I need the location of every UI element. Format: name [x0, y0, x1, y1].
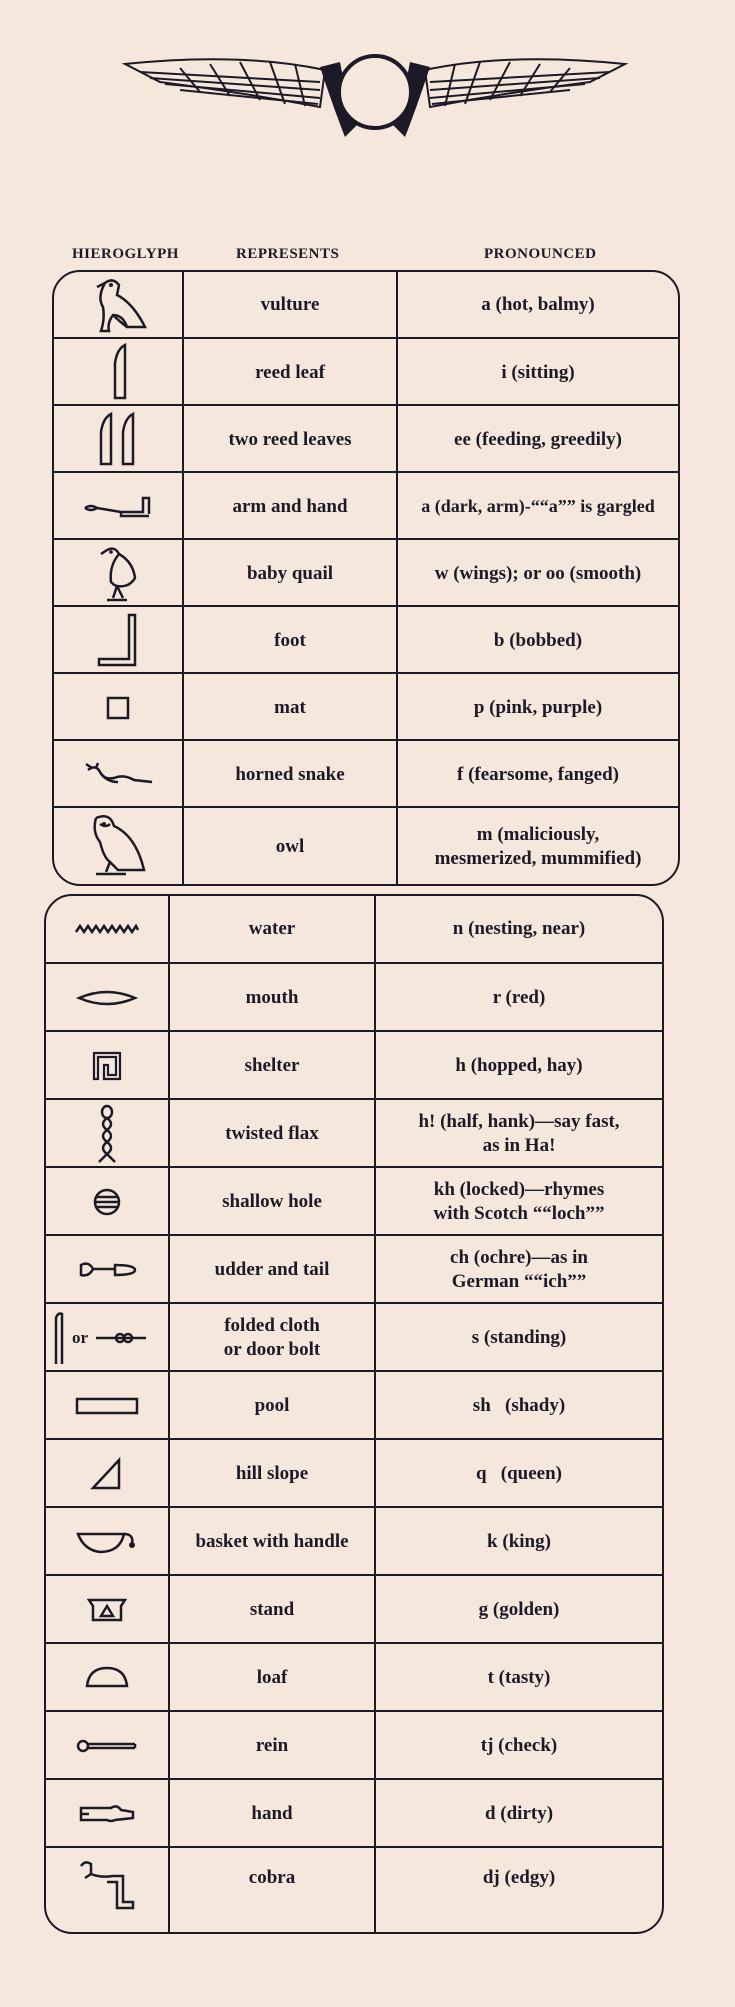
represents-cell: hill slope — [170, 1440, 376, 1508]
table-row — [46, 1166, 662, 1236]
header-hieroglyph: HIEROGLYPH — [72, 246, 179, 262]
shallow-hole-icon — [92, 1187, 122, 1217]
pronounced-cell: w (wings); or oo (smooth) — [434, 562, 642, 584]
represents-cell: mat — [184, 674, 398, 741]
represents-cell: hand — [170, 1780, 376, 1848]
header-represents: REPRESENTS — [236, 246, 340, 262]
table-row — [46, 1302, 662, 1372]
pronounced-cell: h (hopped, hay) — [455, 1055, 583, 1077]
table-row — [54, 672, 678, 741]
table-2 — [44, 894, 664, 1934]
table-row — [46, 896, 662, 962]
represents-cell: owl — [184, 808, 398, 886]
pronounced-cell: g (golden) — [478, 1599, 560, 1621]
represents-cell: cobra — [170, 1848, 376, 1934]
pronounced-cell: s (standing) — [471, 1327, 567, 1349]
basket-with-handle-icon — [74, 1528, 140, 1556]
table-row — [46, 962, 662, 1032]
pronounced-cell: k (king) — [487, 1531, 551, 1553]
table-row — [46, 1370, 662, 1440]
door-bolt-icon — [94, 1330, 148, 1346]
pool-icon — [75, 1396, 139, 1416]
pronounced-cell: a (hot, balmy) — [481, 293, 595, 315]
represents-cell: baby quail — [184, 540, 398, 607]
table-row — [54, 806, 678, 886]
represents-cell: vulture — [184, 272, 398, 337]
pronounced-cell: sh (shady) — [472, 1395, 566, 1417]
pronounced-cell — [398, 808, 678, 886]
hill-slope-icon — [89, 1456, 125, 1492]
represents-cell: reed leaf — [184, 339, 398, 406]
vulture-icon — [83, 275, 153, 335]
pronounced-cell: q (queen) — [475, 1463, 563, 1485]
udder-and-tail-icon — [75, 1259, 139, 1281]
shelter-icon — [90, 1049, 124, 1083]
rein-icon — [75, 1737, 139, 1755]
table-row — [54, 605, 678, 674]
pronounced-line: as in Ha! — [482, 1135, 556, 1156]
reed-leaf-icon — [103, 343, 133, 403]
represents-cell: water — [170, 896, 376, 962]
table-row — [54, 404, 678, 473]
twisted-flax-icon — [95, 1104, 119, 1164]
pronounced-cell: i (sitting) — [501, 361, 575, 383]
loaf-icon — [83, 1666, 131, 1690]
pronounced-cell: t (tasty) — [487, 1667, 551, 1689]
table-row — [46, 1846, 662, 1934]
table-row — [46, 1506, 662, 1576]
table-row — [46, 1438, 662, 1508]
pronounced-cell: r (red) — [492, 987, 546, 1009]
represents-cell: foot — [184, 607, 398, 674]
pronounced-cell: ee (feeding, greedily) — [454, 428, 622, 450]
pronounced-line: mesmerized, mummified) — [434, 848, 642, 869]
table-row — [54, 739, 678, 808]
table-1 — [52, 270, 680, 886]
pronounced-line: m (maliciously, — [476, 824, 600, 846]
represents-cell: rein — [170, 1712, 376, 1780]
pronounced-cell: a (dark, arm)-““a”” is gargled — [421, 496, 655, 517]
mat-icon — [106, 696, 130, 720]
represents-cell: twisted flax — [170, 1100, 376, 1168]
pronounced-cell: p (pink, purple) — [473, 696, 603, 718]
table-row — [46, 1778, 662, 1848]
represents-cell: loaf — [170, 1644, 376, 1712]
pronounced-cell — [376, 1100, 662, 1168]
table-row — [54, 471, 678, 540]
or-label: or — [72, 1328, 89, 1348]
baby-quail-icon — [93, 544, 143, 604]
water-icon — [74, 922, 140, 936]
arm-and-hand-icon — [81, 492, 155, 522]
mouth-icon — [75, 988, 139, 1008]
table-row — [54, 337, 678, 406]
represents-cell: pool — [170, 1372, 376, 1440]
represents-cell: arm and hand — [184, 473, 398, 540]
pronounced-line: German ““ich”” — [451, 1271, 587, 1292]
table-row — [46, 1030, 662, 1100]
represents-cell: mouth — [170, 964, 376, 1032]
pronounced-cell: b (bobbed) — [493, 629, 583, 651]
table-row — [46, 1234, 662, 1304]
represents-cell: shelter — [170, 1032, 376, 1100]
pronounced-cell — [376, 1236, 662, 1304]
represents-cell: two reed leaves — [184, 406, 398, 473]
represents-cell: basket with handle — [170, 1508, 376, 1576]
pronounced-cell — [376, 1168, 662, 1236]
pronounced-line: with Scotch ““loch”” — [433, 1203, 605, 1224]
pronounced-cell: tj (check) — [480, 1735, 558, 1757]
pronounced-line: h! (half, hank)—say fast, — [418, 1111, 620, 1133]
header-pronounced: PRONOUNCED — [484, 246, 597, 262]
represents-cell: shallow hole — [170, 1168, 376, 1236]
table-row — [46, 1710, 662, 1780]
table-row — [46, 1574, 662, 1644]
horned-snake-icon — [82, 762, 154, 788]
hand-icon — [77, 1802, 137, 1826]
owl-icon — [86, 814, 150, 880]
winged-sun-disk-icon — [120, 52, 630, 142]
stand-icon — [87, 1596, 127, 1624]
represents-cell: udder and tail — [170, 1236, 376, 1304]
represents-cell: stand — [170, 1576, 376, 1644]
table-row — [46, 1642, 662, 1712]
folded-cloth-icon — [52, 1310, 66, 1366]
pronounced-cell: n (nesting, near) — [452, 918, 586, 940]
pronounced-cell: d (dirty) — [484, 1803, 554, 1825]
table-row — [46, 1098, 662, 1168]
represents-cell: horned snake — [184, 741, 398, 808]
pronounced-line: ch (ochre)—as in — [450, 1247, 588, 1269]
table-row — [54, 538, 678, 607]
pronounced-cell: dj (edgy) — [482, 1867, 556, 1888]
pronounced-line: kh (locked)—rhymes — [433, 1179, 605, 1201]
foot-icon — [93, 611, 143, 671]
represents-line: or door bolt — [223, 1339, 321, 1360]
cobra-icon — [77, 1858, 137, 1912]
table-row — [54, 272, 678, 337]
represents-cell — [170, 1304, 376, 1372]
represents-line: folded cloth — [224, 1315, 320, 1337]
pronounced-cell: f (fearsome, fanged) — [457, 763, 619, 785]
two-reed-leaves-icon — [95, 412, 141, 468]
